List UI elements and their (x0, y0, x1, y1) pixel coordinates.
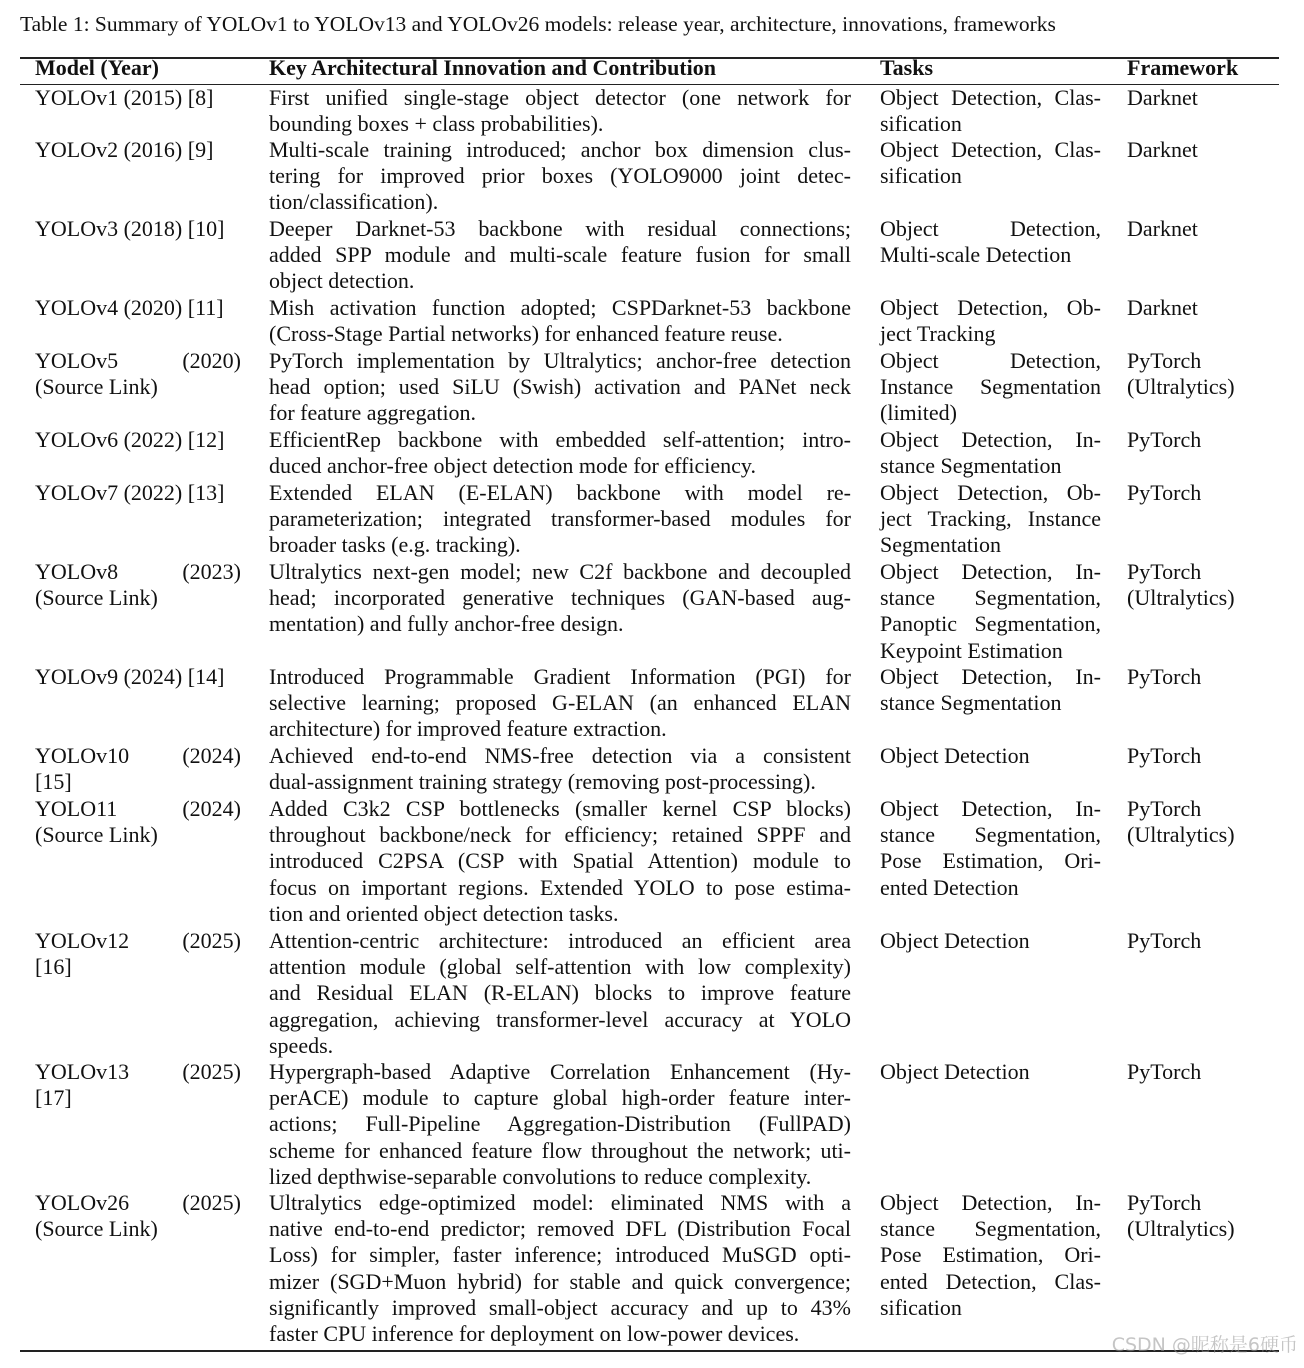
cell-line: Darknet (1127, 85, 1198, 110)
cell-line: ject Tracking (880, 321, 996, 347)
model-cell (35, 664, 241, 690)
cell-line: Object Detection, In- (880, 664, 1101, 689)
cell-line: tion and oriented object detection tasks. (269, 900, 619, 926)
cell-line: PyTorch (1127, 928, 1202, 953)
cell-line: Object Detection, Ob- (880, 295, 1101, 320)
cell-line: (Ultralytics) (1127, 822, 1235, 848)
framework-cell (1127, 559, 1287, 611)
cell-line: Multi-scale Detection (880, 242, 1072, 268)
tasks-cell (880, 216, 1101, 268)
cell-line: PyTorch (1127, 427, 1202, 452)
cell-line: dual-assignment training strategy (removing post-processing). (269, 769, 816, 795)
cell-line: sification (880, 163, 962, 189)
cell-line: Pose Estimation, Ori- (880, 1242, 1101, 1268)
cell-line: Multi-scale training introduced; anchor box dimension clus- (269, 137, 851, 162)
cell-line: PyTorch (1127, 1059, 1202, 1084)
cell-line: [15] (35, 769, 72, 795)
cell-line: YOLO11 (2024) (35, 796, 241, 821)
framework-cell (1127, 1190, 1287, 1242)
cell-line: (Source Link) (35, 1216, 158, 1242)
cell-line: Object Detection (880, 743, 1030, 768)
framework-cell (1127, 928, 1287, 954)
cell-line: (limited) (880, 400, 957, 426)
cell-line: YOLOv7 (2022) [13] (35, 480, 225, 505)
cell-line: PyTorch (1127, 480, 1202, 505)
cell-line: Loss) for simpler, faster inference; introduced MuSGD opti- (269, 1242, 851, 1268)
cell-line: aggregation, achieving transformer-level accuracy at YOLO (269, 1006, 851, 1032)
cell-line: Keypoint Estimation (880, 637, 1063, 663)
tasks-cell (880, 480, 1101, 559)
innovation-cell (269, 559, 851, 638)
cell-line: lized depthwise-separable convolutions to reduce complexity. (269, 1163, 812, 1189)
cell-line: architecture) for improved feature extraction. (269, 716, 667, 742)
table-row (0, 559, 1304, 664)
bottom-rule (20, 1350, 1279, 1352)
innovation-cell (269, 1059, 851, 1190)
cell-line: YOLOv13 (2025) (35, 1059, 241, 1084)
cell-line: actions; Full-Pipeline Aggregation-Distribution (FullPAD) (269, 1111, 851, 1137)
cell-line: for feature aggregation. (269, 400, 477, 426)
cell-line: PyTorch (1127, 559, 1202, 584)
model-cell (35, 559, 241, 611)
header-model: Model (Year) (35, 55, 160, 80)
cell-line: head option; used SiLU (Swish) activation and PANet neck (269, 374, 851, 400)
header-tasks: Tasks (880, 55, 934, 80)
table-header (0, 55, 1304, 83)
cell-line: YOLOv9 (2024) [14] (35, 664, 225, 689)
cell-line: First unified single-stage object detector (one network for (269, 85, 851, 110)
framework-cell (1127, 216, 1287, 242)
table-row (0, 85, 1304, 137)
cell-line: Object Detection, In- (880, 427, 1101, 452)
model-cell (35, 137, 241, 163)
cell-line: attention module (global self-attention with low complexity) (269, 954, 851, 980)
cell-line: PyTorch (1127, 348, 1202, 373)
cell-line: Ultralytics edge-optimized model: eliminated NMS with a (269, 1190, 851, 1215)
cell-line: (Source Link) (35, 822, 158, 848)
table-body (0, 85, 1304, 1348)
cell-line: Introduced Programmable Gradient Information (PGI) for (269, 664, 851, 689)
cell-line: selective learning; proposed G-ELAN (an enhanced ELAN (269, 690, 851, 716)
framework-cell (1127, 348, 1287, 400)
cell-line: YOLOv4 (2020) [11] (35, 295, 224, 320)
cell-line: stance Segmentation, (880, 1216, 1101, 1242)
cell-line: scheme for enhanced feature flow throughout the network; uti- (269, 1137, 851, 1163)
innovation-cell (269, 664, 851, 743)
cell-line: (Source Link) (35, 374, 158, 400)
cell-line: perACE) module to capture global high-order feature inter- (269, 1085, 851, 1111)
cell-line: YOLOv26 (2025) (35, 1190, 241, 1215)
cell-line: focus on important regions. Extended YOLO to pose estima- (269, 874, 851, 900)
innovation-cell (269, 295, 851, 347)
model-cell (35, 216, 241, 242)
table-row (0, 796, 1304, 928)
cell-line: [16] (35, 954, 72, 980)
cell-line: Hypergraph-based Adaptive Correlation Enhancement (Hy- (269, 1059, 851, 1084)
cell-line: tering for improved prior boxes (YOLO9000 joint detec- (269, 163, 851, 189)
table-row (0, 348, 1304, 427)
header-framework: Framework (1127, 55, 1239, 80)
model-cell (35, 427, 241, 453)
cell-line: YOLOv10 (2024) (35, 743, 241, 768)
header-innovation: Key Architectural Innovation and Contribution (269, 55, 716, 80)
cell-line: PyTorch (1127, 796, 1202, 821)
cell-line: sification (880, 1294, 962, 1320)
tasks-cell (880, 137, 1101, 189)
cell-line: broader tasks (e.g. tracking). (269, 532, 521, 558)
cell-line: faster CPU inference for deployment on low-power devices. (269, 1320, 800, 1346)
tasks-cell (880, 427, 1101, 479)
table-row (0, 1059, 1304, 1190)
model-cell (35, 295, 241, 321)
cell-line: Instance Segmentation (880, 374, 1101, 400)
cell-line: Object Detection, In- (880, 559, 1101, 584)
cell-line: Darknet (1127, 216, 1198, 241)
table-row (0, 1190, 1304, 1348)
cell-line: throughout backbone/neck for efficiency; retained SPPF and (269, 822, 851, 848)
framework-cell (1127, 796, 1287, 848)
table-row (0, 137, 1304, 216)
cell-line: significantly improved small-object accuracy and up to 43% (269, 1294, 851, 1320)
tasks-cell (880, 1059, 1101, 1085)
table-row (0, 216, 1304, 295)
cell-line: object detection. (269, 268, 415, 294)
cell-line: native end-to-end predictor; removed DFL (Distribution Focal (269, 1216, 851, 1242)
cell-line: Object Detection, In- (880, 1190, 1101, 1215)
cell-line: Object Detection, Clas- (880, 85, 1101, 110)
table-row (0, 928, 1304, 1059)
framework-cell (1127, 137, 1287, 163)
cell-line: stance Segmentation (880, 690, 1062, 716)
cell-line: stance Segmentation, (880, 822, 1101, 848)
framework-cell (1127, 295, 1287, 321)
cell-line: Object Detection (880, 1059, 1030, 1084)
cell-line: ject Tracking, Instance (880, 506, 1101, 532)
cell-line: Pose Estimation, Ori- (880, 848, 1101, 874)
cell-line: duced anchor-free object detection mode for efficiency. (269, 453, 756, 479)
tasks-cell (880, 1190, 1101, 1321)
cell-line: sification (880, 111, 962, 137)
cell-line: Darknet (1127, 137, 1198, 162)
cell-line: YOLOv6 (2022) [12] (35, 427, 225, 452)
innovation-cell (269, 427, 851, 479)
table-row (0, 664, 1304, 743)
cell-line: added SPP module and multi-scale feature fusion for small (269, 242, 851, 268)
cell-line: stance Segmentation, (880, 585, 1101, 611)
model-cell (35, 348, 241, 400)
innovation-cell (269, 348, 851, 427)
cell-line: [17] (35, 1085, 72, 1111)
cell-line: PyTorch (1127, 743, 1202, 768)
cell-line: stance Segmentation (880, 453, 1062, 479)
tasks-cell (880, 664, 1101, 716)
table-row (0, 427, 1304, 480)
cell-line: head; incorporated generative techniques (GAN-based aug- (269, 585, 851, 611)
cell-line: Achieved end-to-end NMS-free detection via a consistent (269, 743, 851, 768)
table-row (0, 480, 1304, 559)
cell-line: Object Detection, Clas- (880, 137, 1101, 162)
model-cell (35, 743, 241, 795)
innovation-cell (269, 137, 851, 216)
model-cell (35, 928, 241, 980)
model-cell (35, 85, 241, 111)
cell-line: YOLOv5 (2020) (35, 348, 241, 373)
model-cell (35, 480, 241, 506)
cell-line: YOLOv1 (2015) [8] (35, 85, 214, 110)
cell-line: PyTorch implementation by Ultralytics; anchor-free detection (269, 348, 851, 373)
innovation-cell (269, 216, 851, 295)
table-row (0, 295, 1304, 348)
cell-line: speeds. (269, 1032, 334, 1058)
cell-line: Extended ELAN (E-ELAN) backbone with model re- (269, 480, 851, 505)
innovation-cell (269, 480, 851, 559)
model-cell (35, 1190, 241, 1242)
framework-cell (1127, 664, 1287, 690)
cell-line: YOLOv3 (2018) [10] (35, 216, 225, 241)
cell-line: mentation) and fully anchor-free design. (269, 611, 624, 637)
cell-line: ented Detection, Clas- (880, 1268, 1101, 1294)
framework-cell (1127, 480, 1287, 506)
innovation-cell (269, 928, 851, 1059)
table-caption: Table 1: Summary of YOLOv1 to YOLOv13 and YOLOv26 models: release year, architecture, innovations, frameworks (20, 12, 1056, 36)
cell-line: Object Detection, In- (880, 796, 1101, 821)
cell-line: Darknet (1127, 295, 1198, 320)
cell-line: PyTorch (1127, 664, 1202, 689)
cell-line: tion/classification). (269, 189, 439, 215)
cell-line: (Source Link) (35, 585, 158, 611)
innovation-cell (269, 1190, 851, 1347)
cell-line: YOLOv8 (2023) (35, 559, 241, 584)
cell-line: Added C3k2 CSP bottlenecks (smaller kernel CSP blocks) (269, 796, 851, 821)
cell-line: EfficientRep backbone with embedded self-attention; intro- (269, 427, 851, 452)
framework-cell (1127, 743, 1287, 769)
cell-line: ented Detection (880, 874, 1019, 900)
cell-line: Segmentation (880, 532, 1001, 558)
cell-line: Ultralytics next-gen model; new C2f backbone and decoupled (269, 559, 851, 584)
innovation-cell (269, 796, 851, 927)
cell-line: PyTorch (1127, 1190, 1202, 1215)
cell-line: Panoptic Segmentation, (880, 611, 1101, 637)
cell-line: Mish activation function adopted; CSPDarknet-53 backbone (269, 295, 851, 320)
tasks-cell (880, 348, 1101, 427)
cell-line: (Ultralytics) (1127, 374, 1235, 400)
cell-line: YOLOv2 (2016) [9] (35, 137, 214, 162)
cell-line: mizer (SGD+Muon hybrid) for stable and quick convergence; (269, 1268, 851, 1294)
model-cell (35, 1059, 241, 1111)
model-cell (35, 796, 241, 848)
tasks-cell (880, 85, 1101, 137)
tasks-cell (880, 295, 1101, 347)
cell-line: parameterization; integrated transformer-based modules for (269, 506, 851, 532)
cell-line: Deeper Darknet-53 backbone with residual connections; (269, 216, 851, 241)
tasks-cell (880, 928, 1101, 954)
framework-cell (1127, 427, 1287, 453)
tasks-cell (880, 559, 1101, 664)
cell-line: bounding boxes + class probabilities). (269, 111, 604, 137)
cell-line: YOLOv12 (2025) (35, 928, 241, 953)
cell-line: introduced C2PSA (CSP with Spatial Attention) module to (269, 848, 851, 874)
cell-line: (Ultralytics) (1127, 585, 1235, 611)
tasks-cell (880, 743, 1101, 769)
tasks-cell (880, 796, 1101, 901)
framework-cell (1127, 1059, 1287, 1085)
cell-line: Object Detection, Ob- (880, 480, 1101, 505)
cell-line: Object Detection (880, 928, 1030, 953)
cell-line: Attention-centric architecture: introduced an efficient area (269, 928, 851, 953)
cell-line: (Cross-Stage Partial networks) for enhanced feature reuse. (269, 321, 783, 347)
table-row (0, 743, 1304, 796)
cell-line: Object Detection, (880, 348, 1101, 373)
watermark: CSDN @昵称是6硬币 (1111, 1334, 1298, 1356)
cell-line: (Ultralytics) (1127, 1216, 1235, 1242)
framework-cell (1127, 85, 1287, 111)
cell-line: and Residual ELAN (R-ELAN) blocks to improve feature (269, 980, 851, 1006)
innovation-cell (269, 85, 851, 137)
cell-line: Object Detection, (880, 216, 1101, 241)
innovation-cell (269, 743, 851, 795)
